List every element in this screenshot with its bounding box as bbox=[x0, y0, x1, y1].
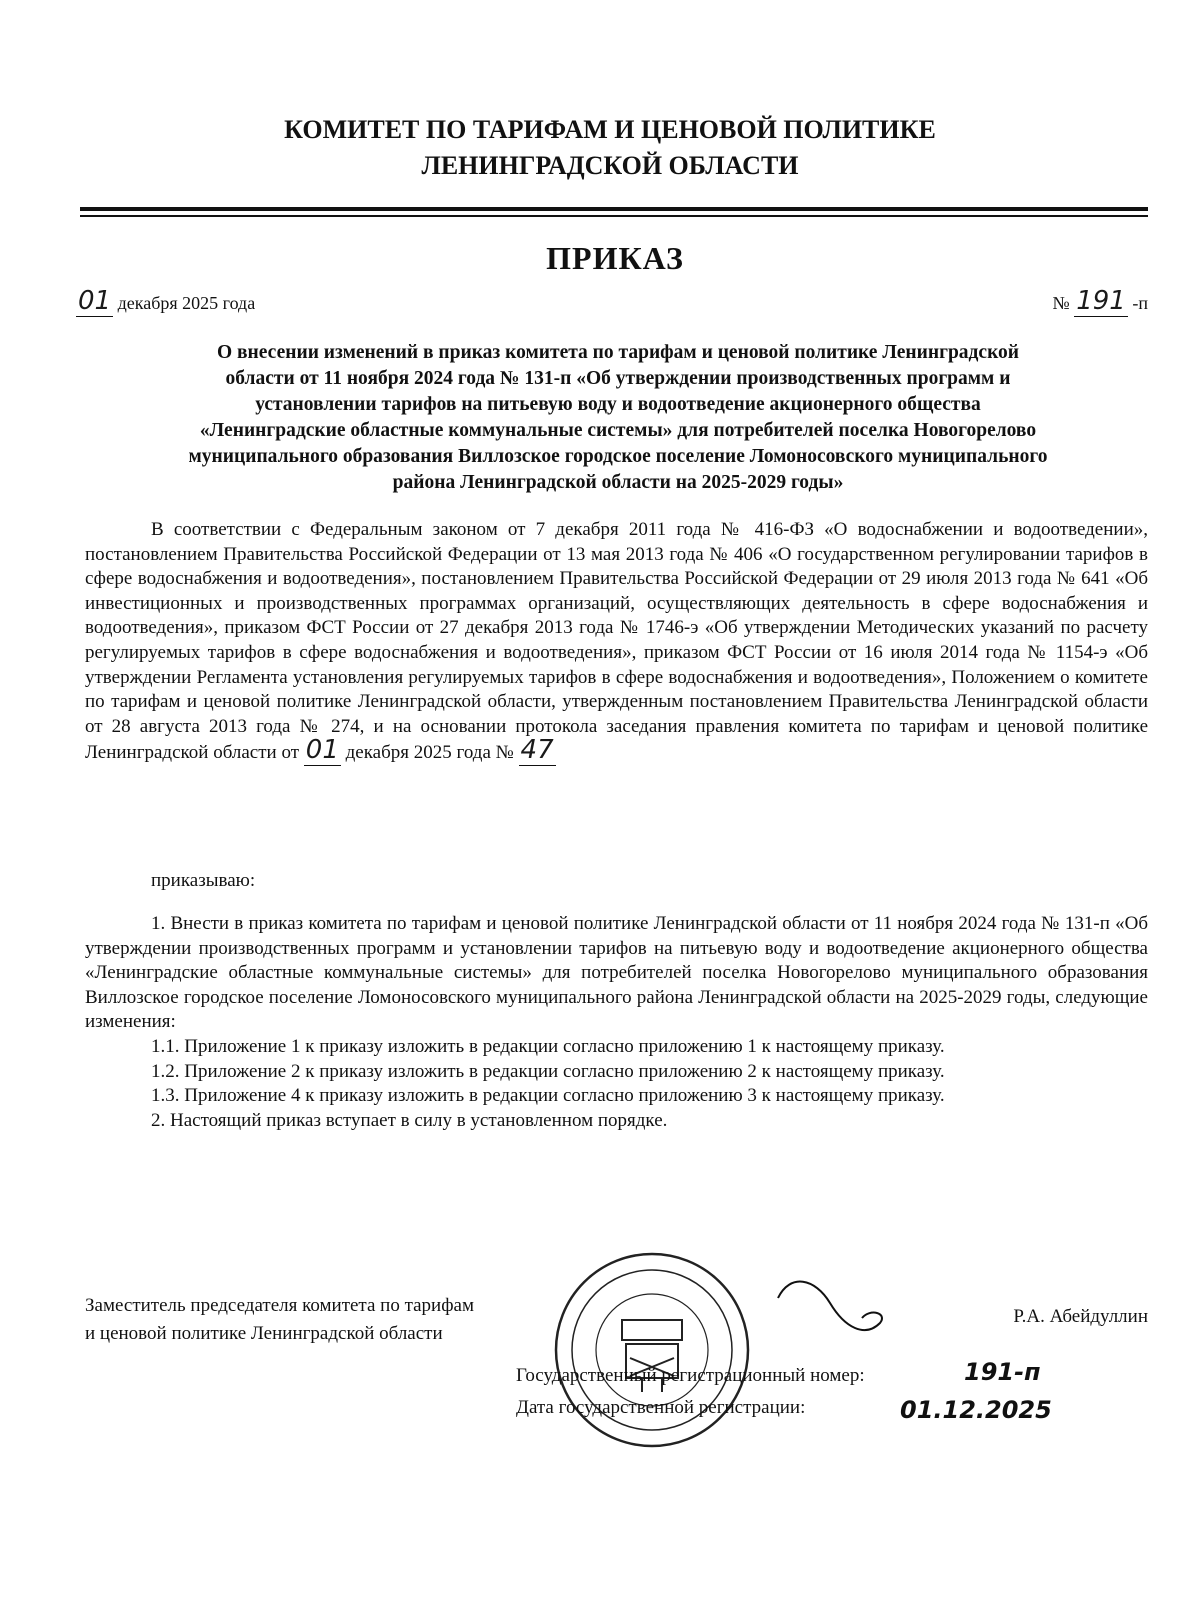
order-item-1-1: 1.1. Приложение 1 к приказу изложить в редакции согласно приложению 1 к настоящему приказу. bbox=[151, 1035, 945, 1057]
signer-position-line2: и ценовой политике Ленинградской области bbox=[85, 1323, 443, 1344]
registration-date-label: Дата государственной регистрации: bbox=[516, 1397, 806, 1418]
order-word: приказываю: bbox=[151, 870, 256, 891]
order-items bbox=[85, 912, 1148, 1133]
order-number-prefix: № bbox=[1052, 293, 1070, 313]
order-subject bbox=[88, 340, 1148, 496]
protocol-number: 47 bbox=[520, 735, 554, 766]
document-title: ПРИКАЗ bbox=[546, 240, 684, 276]
order-date-rest: декабря 2025 года bbox=[117, 293, 256, 313]
signer-position bbox=[85, 1292, 565, 1348]
order-item-1-2: 1.2. Приложение 2 к приказу изложить в редакции согласно приложению 2 к настоящему приказу. bbox=[151, 1060, 945, 1082]
order-item-2: 2. Настоящий приказ вступает в силу в установленном порядке. bbox=[151, 1109, 668, 1131]
signer-position-line1: Заместитель председателя комитета по тарифам bbox=[85, 1295, 474, 1316]
order-date bbox=[76, 286, 256, 316]
signer-name: Р.А. Абейдуллин bbox=[1013, 1306, 1148, 1327]
subject-line: «Ленинградские областные коммунальные системы» для потребителей поселка Новогорелово bbox=[199, 420, 1037, 441]
subject-line: области от 11 ноября 2024 года № 131-п «Об утверждении производственных программ и bbox=[225, 368, 1011, 389]
registration-number-value: 191-п bbox=[964, 1358, 1041, 1386]
order-number-suffix: -п bbox=[1132, 293, 1148, 313]
protocol-date-rest: декабря 2025 года bbox=[345, 742, 491, 764]
header-rule-thin bbox=[80, 215, 1148, 217]
subject-line: муниципального образования Виллозское городское поселение Ломоносовского муниципального bbox=[188, 446, 1048, 467]
order-number-value: 191 bbox=[1076, 286, 1126, 316]
protocol-number-prefix: № bbox=[495, 742, 514, 764]
header-rule-thick bbox=[80, 207, 1148, 211]
subject-line: установлении тарифов на питьевую воду и водоотведение акционерного общества bbox=[255, 394, 981, 415]
legal-basis-text: В соответствии с Федеральным законом от 7 декабря 2011 года № 416-ФЗ «О водоснабжении и водоотведении», постановлением Правительства Российской Федерации от 13 мая 2013 года № 406 «О государственном регулировании тарифов в сфере водоснабжения и водоотведения», постановлением Правительства Российской Федерации от 29 июля 2013 года № 641 «Об инвестиционных и производственных программах организаций, осуществляющих деятельность в сфере водоснабжения и водоотведения», приказом ФСТ России от 27 декабря 2013 года № 1746-э «Об утверждении Методических указаний по расчету регулируемых тарифов в сфере водоснабжения и водоотведения», приказом ФСТ России от 16 июля 2014 года № 1154-э «Об утверждении Регламента установления регулируемых тарифов в сфере водоснабжения и водоотведения», Положением о комитете по тарифам и ценовой политике Ленинградской области, утвержденным постановлением Правительства Ленинградской области от 28 августа 2013 года № 274, и на основании протокола заседания правления комитета по тарифам и ценовой политике Ленинградской области от bbox=[85, 519, 1148, 764]
organization-header bbox=[80, 112, 1140, 184]
org-name-line1: КОМИТЕТ ПО ТАРИФАМ И ЦЕНОВОЙ ПОЛИТИКЕ bbox=[284, 115, 936, 144]
handwritten-signature bbox=[770, 1268, 890, 1358]
order-item-1: 1. Внести в приказ комитета по тарифам и ценовой политике Ленинградской области от 11 ноября 2024 года № 131-п «Об утверждении производственных программ и установлении тарифов на питьевую воду и водоотведение акционерного общества «Ленинградские областные коммунальные системы» для потребителей поселка Новогорелово муниципального образования Виллозское городское поселение Ломоносовского муниципального района Ленинградской области на 2025-2029 годы, следующие изменения: bbox=[85, 913, 1148, 1033]
subject-line: района Ленинградской области на 2025-2029 годы» bbox=[392, 472, 844, 493]
subject-line: О внесении изменений в приказ комитета по тарифам и ценовой политике Ленинградской bbox=[216, 342, 1020, 363]
order-item-1-3: 1.3. Приложение 4 к приказу изложить в редакции согласно приложению 3 к настоящему приказу. bbox=[151, 1085, 945, 1107]
org-name-line2: ЛЕНИНГРАДСКОЙ ОБЛАСТИ bbox=[421, 151, 799, 180]
registration-date-value: 01.12.2025 bbox=[900, 1396, 1052, 1424]
order-number bbox=[1052, 286, 1148, 316]
legal-basis-paragraph bbox=[85, 518, 1148, 766]
order-date-day: 01 bbox=[78, 286, 112, 316]
protocol-day: 01 bbox=[305, 735, 339, 766]
registration-number-label: Государственный регистрационный номер: bbox=[516, 1365, 865, 1386]
